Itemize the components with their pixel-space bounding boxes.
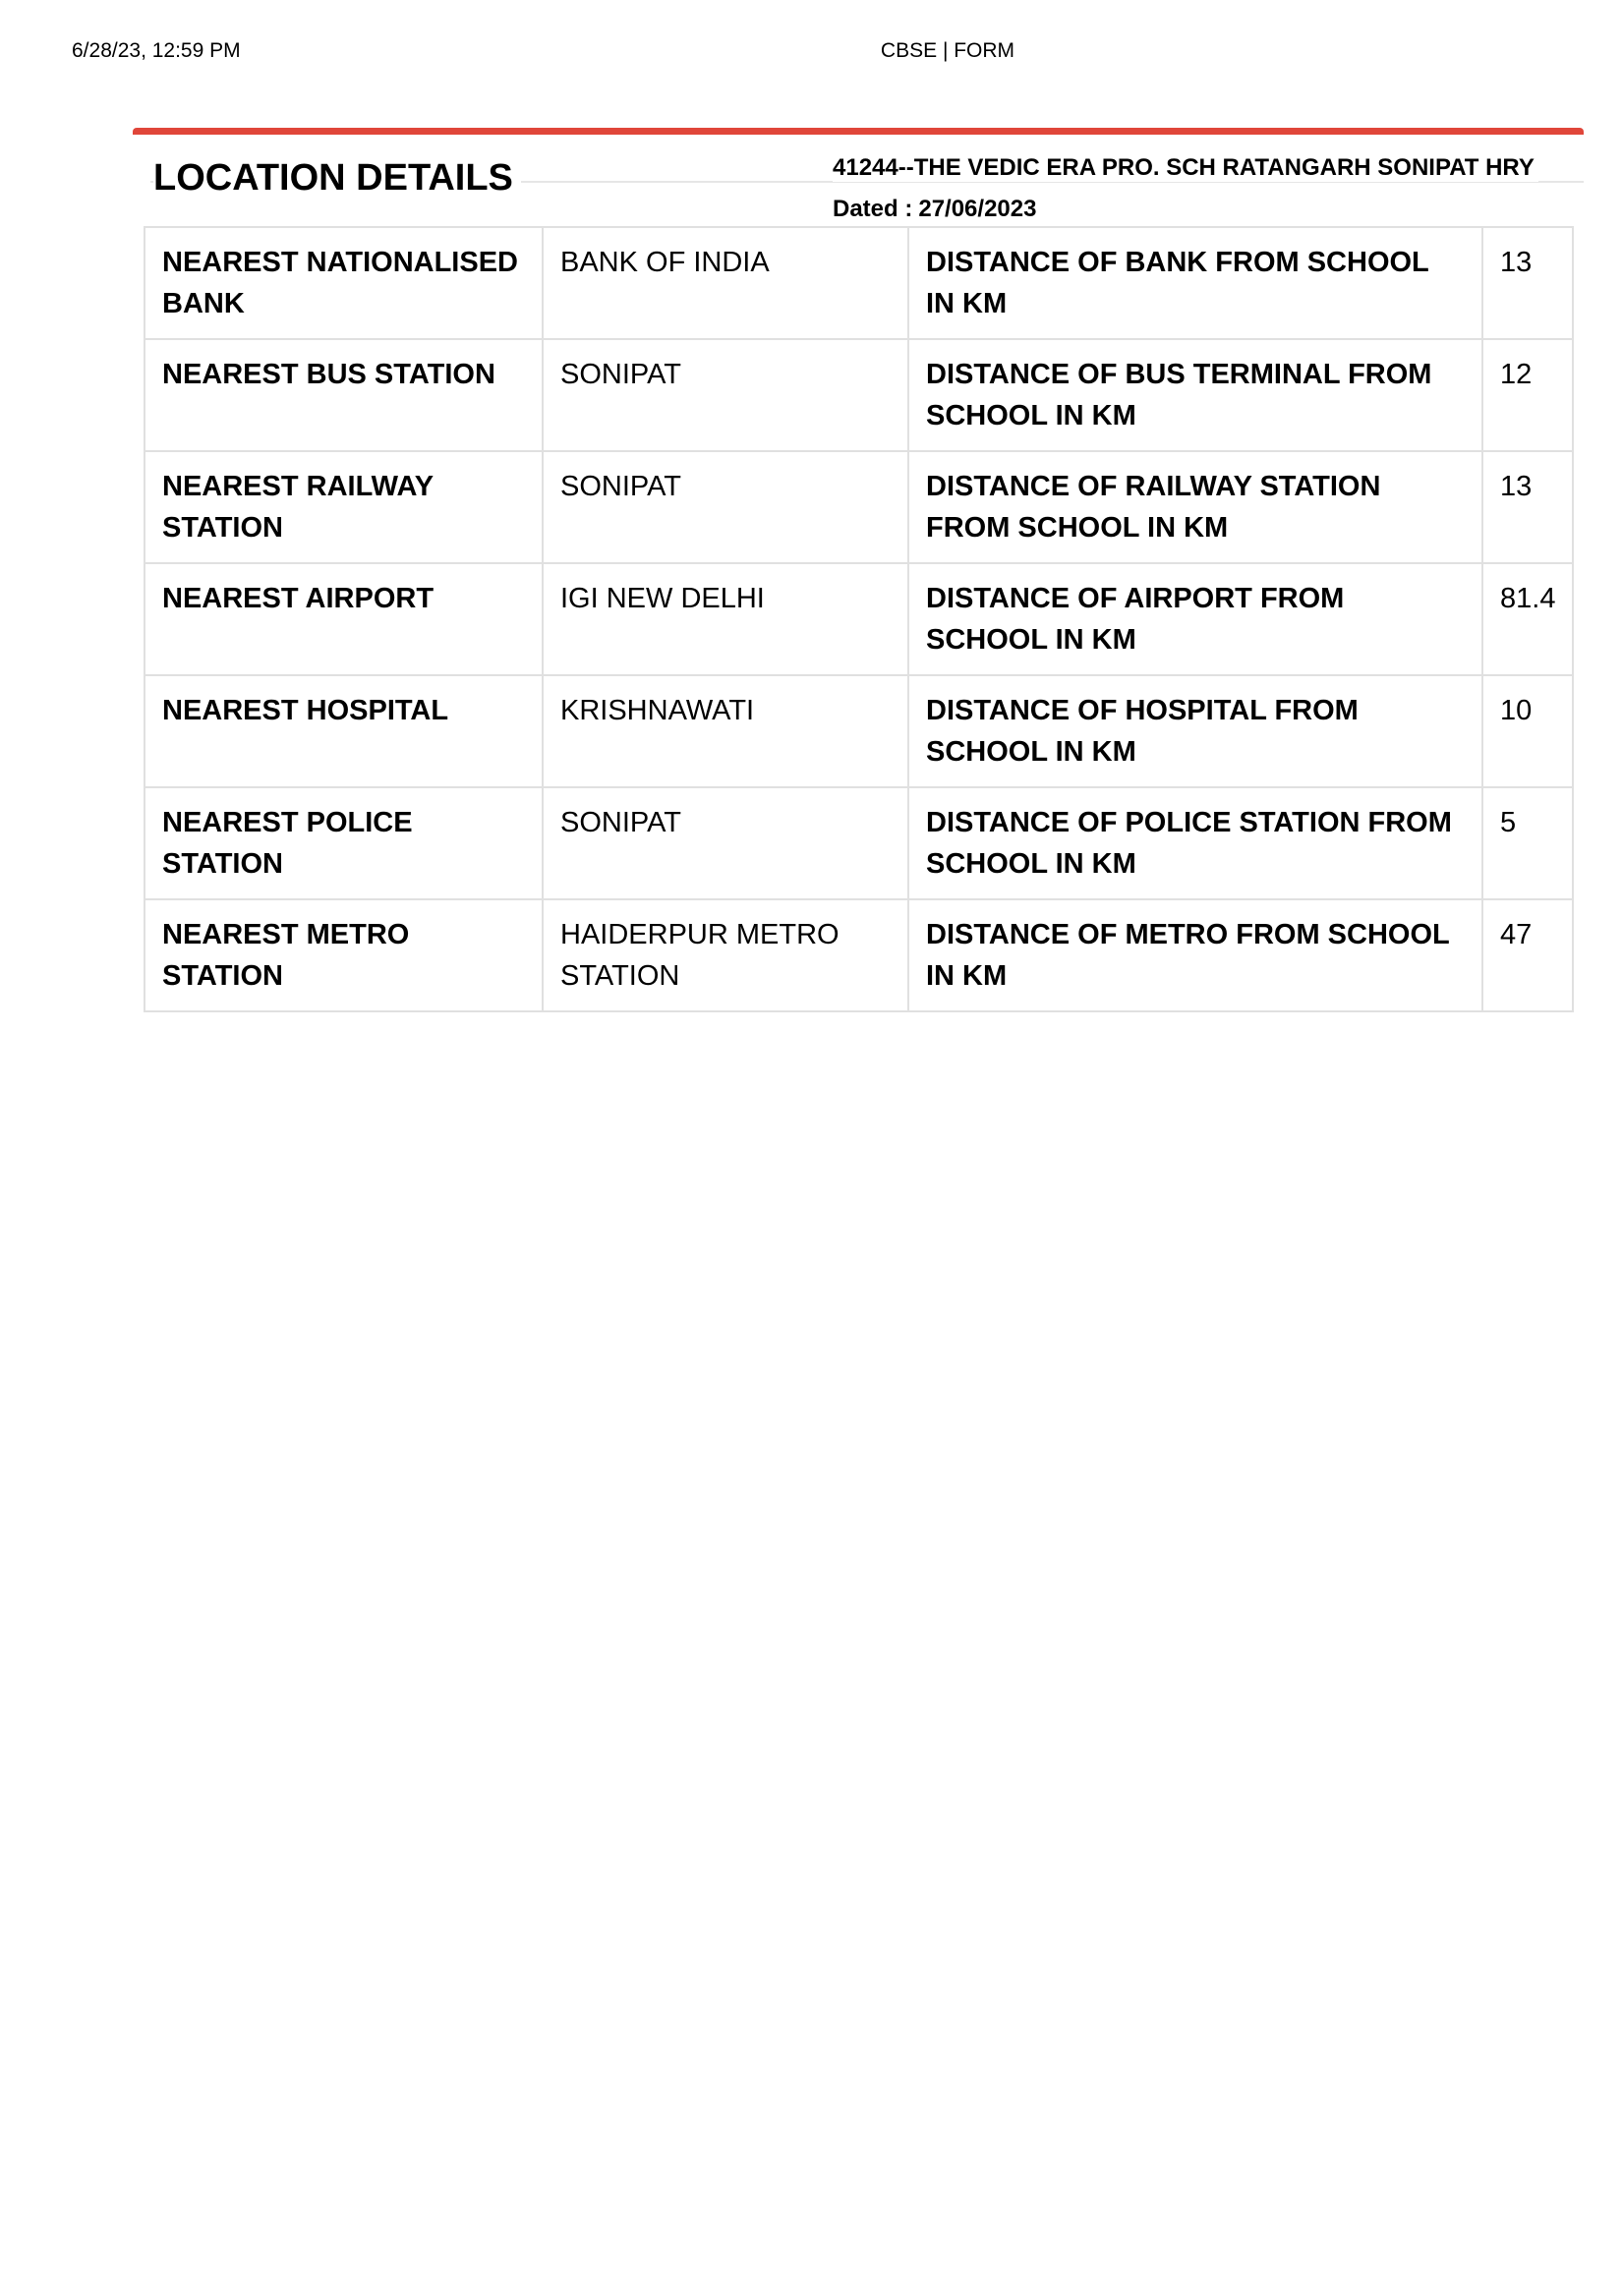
location-details-panel xyxy=(133,128,1584,233)
distance-value: 81.4 xyxy=(1482,563,1573,675)
table-row xyxy=(145,451,1573,563)
distance-label: DISTANCE OF METRO FROM SCHOOL IN KM xyxy=(908,899,1482,1011)
table-row xyxy=(145,339,1573,451)
table-row xyxy=(145,227,1573,339)
location-table xyxy=(144,226,1574,1012)
facility-label: NEAREST AIRPORT xyxy=(145,563,543,675)
distance-label: DISTANCE OF BUS TERMINAL FROM SCHOOL IN KM xyxy=(908,339,1482,451)
facility-value: BANK OF INDIA xyxy=(543,227,908,339)
dated-line xyxy=(833,196,1036,223)
table-row xyxy=(145,563,1573,675)
distance-value: 47 xyxy=(1482,899,1573,1011)
facility-value: HAIDERPUR METRO STATION xyxy=(543,899,908,1011)
distance-label: DISTANCE OF HOSPITAL FROM SCHOOL IN KM xyxy=(908,675,1482,787)
distance-label: DISTANCE OF BANK FROM SCHOOL IN KM xyxy=(908,227,1482,339)
distance-label: DISTANCE OF AIRPORT FROM SCHOOL IN KM xyxy=(908,563,1482,675)
facility-value: IGI NEW DELHI xyxy=(543,563,908,675)
distance-label: DISTANCE OF POLICE STATION FROM SCHOOL IN KM xyxy=(908,787,1482,899)
print-timestamp: 6/28/23, 12:59 PM xyxy=(72,39,241,62)
distance-label: DISTANCE OF RAILWAY STATION FROM SCHOOL IN KM xyxy=(908,451,1482,563)
print-title: CBSE | FORM xyxy=(880,39,1015,62)
dated-label: Dated : xyxy=(833,196,913,222)
print-header xyxy=(0,39,1622,69)
facility-value: SONIPAT xyxy=(543,339,908,451)
distance-value: 5 xyxy=(1482,787,1573,899)
facility-label: NEAREST BUS STATION xyxy=(145,339,543,451)
distance-value: 13 xyxy=(1482,227,1573,339)
page-title: LOCATION DETAILS xyxy=(153,154,521,201)
dated-value: 27/06/2023 xyxy=(918,196,1037,222)
table-row xyxy=(145,787,1573,899)
panel-header xyxy=(133,135,1584,233)
facility-label: NEAREST NATIONALISED BANK xyxy=(145,227,543,339)
distance-value: 10 xyxy=(1482,675,1573,787)
accent-bar xyxy=(133,128,1584,135)
table-row xyxy=(145,675,1573,787)
distance-value: 12 xyxy=(1482,339,1573,451)
facility-value: KRISHNAWATI xyxy=(543,675,908,787)
table-row xyxy=(145,899,1573,1011)
facility-value: SONIPAT xyxy=(543,787,908,899)
facility-label: NEAREST METRO STATION xyxy=(145,899,543,1011)
facility-label: NEAREST RAILWAY STATION xyxy=(145,451,543,563)
facility-value: SONIPAT xyxy=(543,451,908,563)
facility-label: NEAREST HOSPITAL xyxy=(145,675,543,787)
facility-label: NEAREST POLICE STATION xyxy=(145,787,543,899)
school-name: 41244--THE VEDIC ERA PRO. SCH RATANGARH SONIPAT HRY xyxy=(833,154,1538,182)
distance-value: 13 xyxy=(1482,451,1573,563)
